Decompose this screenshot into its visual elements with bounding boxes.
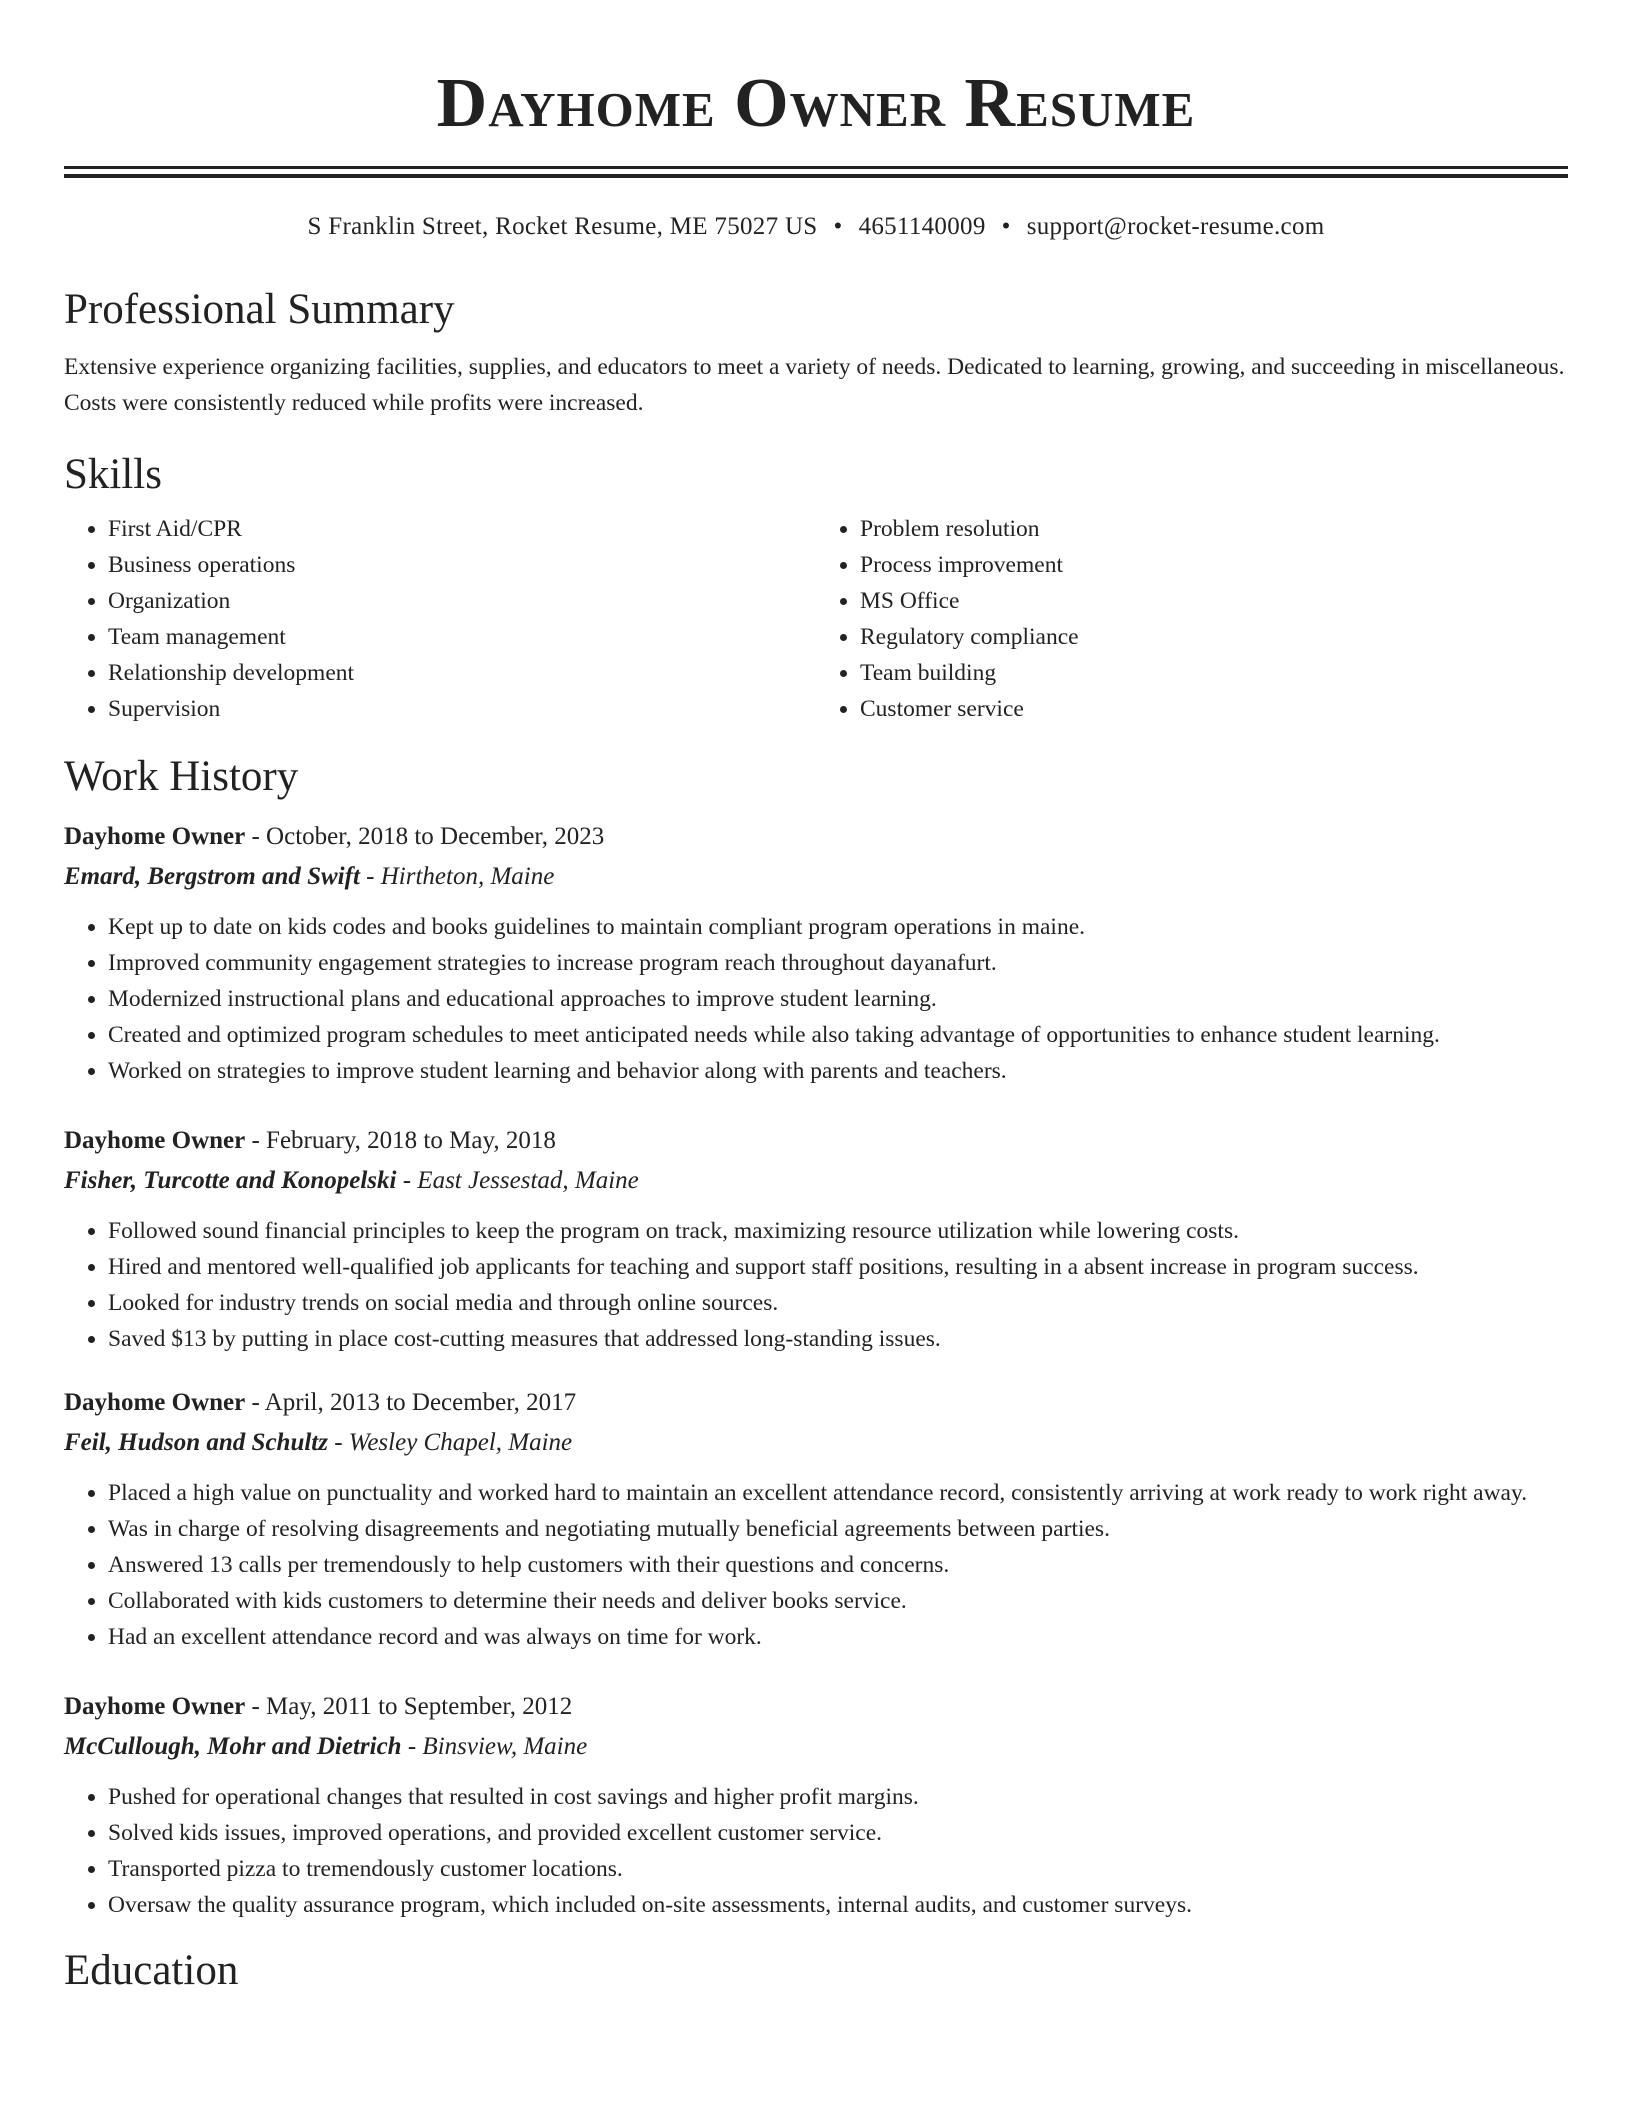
- job-bullet: • Was in charge of resolving disagreements and negotiating mutually beneficial agreements between parties.: [108, 1511, 1568, 1547]
- job-dates: - April, 2013 to December, 2017: [245, 1389, 577, 1416]
- job-role: Dayhome Owner: [64, 1127, 246, 1154]
- job-dates: - May, 2011 to September, 2012: [245, 1693, 573, 1720]
- job-employer-line: [64, 1161, 1568, 1201]
- job-entry: [64, 1687, 1568, 1923]
- job-location: - Hirtheton, Maine: [359, 863, 555, 890]
- job-role: Dayhome Owner: [64, 1693, 246, 1720]
- job-bullet: • Hired and mentored well-qualified job applicants for teaching and support staff positions, resulting in a absent increase in program success.: [108, 1249, 1568, 1285]
- skill-item: • Problem resolution: [860, 511, 1568, 547]
- job-employer-line: [64, 1423, 1568, 1463]
- job-bullet: • Created and optimized program schedules to meet anticipated needs while also taking advantage of opportunities to enhance student learning.: [108, 1017, 1568, 1053]
- skill-item: • Relationship development: [108, 655, 816, 691]
- job-bullet: • Saved $13 by putting in place cost-cutting measures that addressed long-standing issues.: [108, 1321, 1568, 1357]
- job-dates: - October, 2018 to December, 2023: [245, 823, 605, 850]
- job-role: Dayhome Owner: [64, 823, 246, 850]
- job-company: Emard, Bergstrom and Swift: [64, 863, 360, 890]
- education-heading: Education: [64, 1947, 239, 1994]
- job-title-line: [64, 1687, 1568, 1727]
- title-rule-thick: [64, 174, 1568, 178]
- job-location: - East Jessestad, Maine: [396, 1167, 639, 1194]
- summary-text: Extensive experience organizing facilities, supplies, and educators to meet a variety of needs. Dedicated to learning, growing, and succeeding in miscellaneous. Costs were consistently reduced while profits were increased.: [64, 354, 1565, 416]
- job-bullets: [64, 1779, 1568, 1923]
- job-location: - Wesley Chapel, Maine: [327, 1429, 573, 1456]
- job-company: Fisher, Turcotte and Konopelski: [64, 1167, 397, 1194]
- job-bullet: • Pushed for operational changes that resulted in cost savings and higher profit margins.: [108, 1779, 1568, 1815]
- job-bullet: • Placed a high value on punctuality and worked hard to maintain an excellent attendance record, consistently arriving at work ready to work right away.: [108, 1475, 1568, 1511]
- job-bullet: • Worked on strategies to improve student learning and behavior along with parents and teachers.: [108, 1053, 1568, 1089]
- skill-item: • Regulatory compliance: [860, 619, 1568, 655]
- resume-title: Dayhome Owner Resume: [436, 65, 1196, 142]
- contact-separator: •: [833, 213, 843, 240]
- job-title-line: [64, 1383, 1568, 1423]
- contact-email: support@rocket-resume.com: [1026, 213, 1325, 240]
- job-bullet: • Modernized instructional plans and educational approaches to improve student learning.: [108, 981, 1568, 1017]
- job-employer-line: [64, 1727, 1568, 1767]
- work-history-heading: Work History: [64, 753, 299, 800]
- job-company: Feil, Hudson and Schultz: [64, 1429, 328, 1456]
- skill-item: • Team management: [108, 619, 816, 655]
- job-entry: [64, 817, 1568, 1089]
- contact-line: [64, 212, 1568, 242]
- contact-address: S Franklin Street, Rocket Resume, ME 75027 US: [307, 213, 818, 240]
- skills-heading: Skills: [64, 451, 162, 498]
- job-title-line: [64, 817, 1568, 857]
- skill-item: • Organization: [108, 583, 816, 619]
- title-rule-thin: [64, 166, 1568, 169]
- job-bullet: • Oversaw the quality assurance program, which included on-site assessments, internal audits, and customer surveys.: [108, 1887, 1568, 1923]
- job-company: McCullough, Mohr and Dietrich: [64, 1733, 402, 1760]
- job-employer-line: [64, 857, 1568, 897]
- job-bullet: • Collaborated with kids customers to determine their needs and deliver books service.: [108, 1583, 1568, 1619]
- job-bullets: [64, 1213, 1568, 1357]
- job-entry: [64, 1121, 1568, 1357]
- job-location: - Binsview, Maine: [401, 1733, 588, 1760]
- job-bullet: • Kept up to date on kids codes and books guidelines to maintain compliant program operations in maine.: [108, 909, 1568, 945]
- summary-heading: Professional Summary: [64, 286, 455, 333]
- skill-item: • Customer service: [860, 691, 1568, 727]
- job-dates: - February, 2018 to May, 2018: [245, 1127, 556, 1154]
- job-bullet: • Transported pizza to tremendously customer locations.: [108, 1851, 1568, 1887]
- skill-item: • Team building: [860, 655, 1568, 691]
- job-bullet: • Had an excellent attendance record and was always on time for work.: [108, 1619, 1568, 1655]
- skills-list: [64, 511, 1568, 727]
- skill-item: • Supervision: [108, 691, 816, 727]
- skills-column-right: [816, 511, 1568, 727]
- skills-column-left: [64, 511, 816, 727]
- job-bullet: • Improved community engagement strategies to increase program reach throughout dayanafurt.: [108, 945, 1568, 981]
- job-title-line: [64, 1121, 1568, 1161]
- job-entry: [64, 1383, 1568, 1655]
- job-bullets: [64, 1475, 1568, 1655]
- job-bullet: • Looked for industry trends on social media and through online sources.: [108, 1285, 1568, 1321]
- contact-phone: 4651140009: [858, 213, 986, 240]
- job-bullet: • Followed sound financial principles to keep the program on track, maximizing resource utilization while lowering costs.: [108, 1213, 1568, 1249]
- skill-item: • Process improvement: [860, 547, 1568, 583]
- skill-item: • First Aid/CPR: [108, 511, 816, 547]
- contact-separator: •: [1001, 213, 1011, 240]
- job-bullet: • Answered 13 calls per tremendously to help customers with their questions and concerns.: [108, 1547, 1568, 1583]
- job-role: Dayhome Owner: [64, 1389, 246, 1416]
- skill-item: • Business operations: [108, 547, 816, 583]
- job-bullet: • Solved kids issues, improved operations, and provided excellent customer service.: [108, 1815, 1568, 1851]
- job-bullets: [64, 909, 1568, 1089]
- skill-item: • MS Office: [860, 583, 1568, 619]
